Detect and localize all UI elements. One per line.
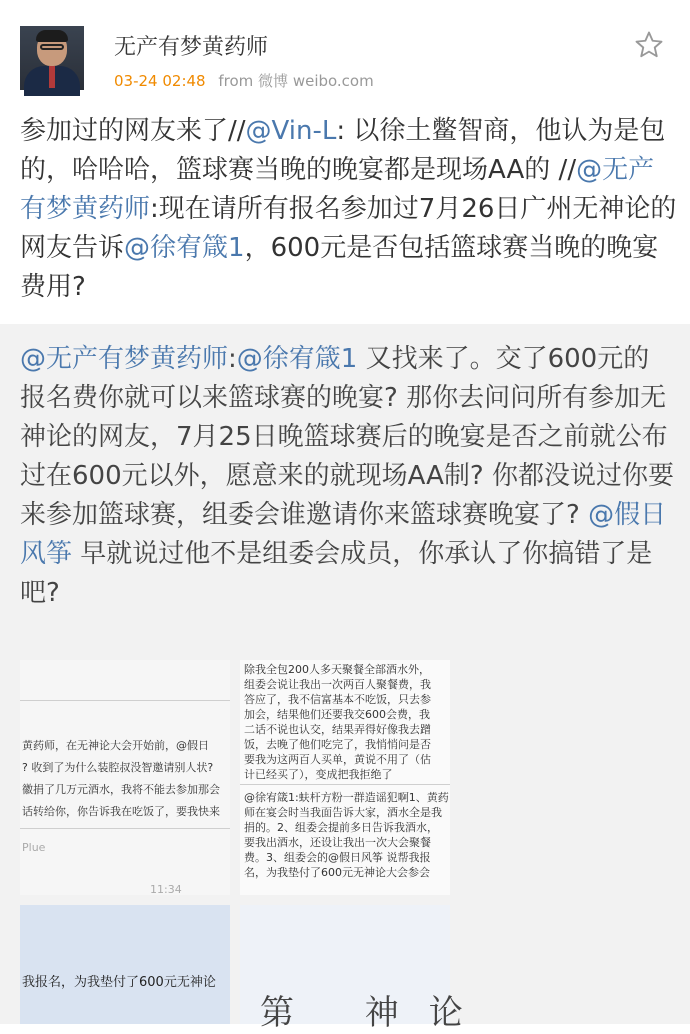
img2-line-3: 答应了，我不信富基本不吃饭，只去参 bbox=[244, 693, 431, 706]
text-segment: : 以徐土鳖智商，他认为是包的，哈哈哈，篮球赛当晚的晚宴都是现场AA的 // bbox=[20, 116, 666, 185]
img2b-line-3: 捐的。2、组委会提前多日告诉我酒水， bbox=[244, 821, 438, 834]
img3-line: 我报名，为我垫付了600元无神论 bbox=[22, 975, 216, 990]
mention-link[interactable]: @Vin-L bbox=[245, 116, 337, 146]
img1-footer: Plue bbox=[22, 841, 46, 854]
post-text bbox=[20, 112, 680, 307]
img2-line-6: 饭，去晚了他们吃完了，我悄悄问是否 bbox=[244, 738, 431, 751]
repost-image-3[interactable] bbox=[20, 905, 230, 1024]
avatar[interactable] bbox=[20, 26, 84, 90]
img2b-line-6: 名，为我垫付了600元无神论大会参会 bbox=[244, 866, 430, 879]
img2-line-7: 要我为这两百人买单，黄说不用了（估 bbox=[244, 753, 431, 766]
post-time: 03-24 02:48 bbox=[114, 72, 206, 90]
img2b-line-1: @徐宥箴1:蚨杆方粉一群造谣犯啊1、黄药 bbox=[244, 791, 449, 804]
img2b-line-5: 费。3、组委会的@假日风筝 说帮我报 bbox=[244, 851, 431, 864]
img2-line-5: 二话不说也认交，结果弄得好像我去蹭 bbox=[244, 723, 431, 736]
mention-link[interactable]: @假日风筝 bbox=[20, 500, 667, 569]
img2-line-2: 组委会说让我出一次两百人聚餐费，我 bbox=[244, 678, 431, 691]
post-meta bbox=[114, 70, 374, 91]
mention-link[interactable]: @徐宥箴1 bbox=[124, 233, 245, 263]
mention-link[interactable]: @无产有梦黄药师 bbox=[20, 155, 655, 224]
text-segment: 参加过的网友来了// bbox=[20, 116, 246, 146]
img1-time: 11:34 bbox=[150, 883, 182, 896]
img2-line-4: 加会，结果他们还要我交600会费，我 bbox=[244, 708, 430, 721]
post-source: from 微博 weibo.com bbox=[218, 72, 374, 90]
username[interactable]: 无产有梦黄药师 bbox=[114, 35, 269, 60]
img2b-line-2: 师在宴会时当我面告诉大家，酒水全是我 bbox=[244, 806, 442, 819]
text-segment: 早就说过他不是组委会成员，你承认了你搞错了是吧? bbox=[20, 539, 653, 608]
text-segment: : bbox=[228, 344, 237, 374]
mention-link[interactable]: @徐宥箴1 bbox=[236, 344, 358, 374]
img1-line-1: 黄药师，在无神论大会开始前，@假日 bbox=[22, 739, 209, 752]
text-segment: 又找来了。交了600元的报名费你就可以来篮球赛的晚宴? 那你去问问所有参加无神论的网友，7月25日晚篮球赛后的晚宴是否之前就公布过在600元以外，愿意来的就现场AA制? 你都没说过你要来参加篮球赛，组委会谁邀请你来篮球赛晚宴了? bbox=[20, 344, 674, 530]
star-icon[interactable] bbox=[634, 30, 664, 60]
repost-image-4[interactable] bbox=[240, 905, 493, 1033]
img4-line: 第 神论 bbox=[260, 993, 493, 1033]
img2-line-8: 计已经买了），变成把我拒绝了 bbox=[244, 768, 393, 781]
repost-image-1[interactable] bbox=[20, 660, 230, 895]
img1-line-4: 话转给你，你告诉我在吃饭了，要我快来 bbox=[22, 805, 220, 818]
repost-text bbox=[20, 340, 675, 613]
text-segment: ，600元是否包括篮球赛当晚的晚宴费用? bbox=[20, 233, 659, 302]
mention-link[interactable]: @无产有梦黄药师 bbox=[20, 344, 229, 374]
repost-image-2[interactable] bbox=[240, 660, 450, 895]
img2-line-1: 除我全包200人多天聚餐全部酒水外， bbox=[244, 663, 430, 676]
img1-line-3: 徽捐了几万元酒水，我将不能去参加那会 bbox=[22, 783, 220, 796]
img2b-line-4: 要我出酒水，还设让我出一次大会聚餐 bbox=[244, 836, 431, 849]
text-segment: :现在请所有报名参加过7月26日广州无神论的网友告诉 bbox=[20, 194, 677, 263]
post-header bbox=[0, 0, 690, 110]
img1-line-2: ? 收到了为什么装腔叔没智邀请别人状? bbox=[22, 761, 214, 774]
